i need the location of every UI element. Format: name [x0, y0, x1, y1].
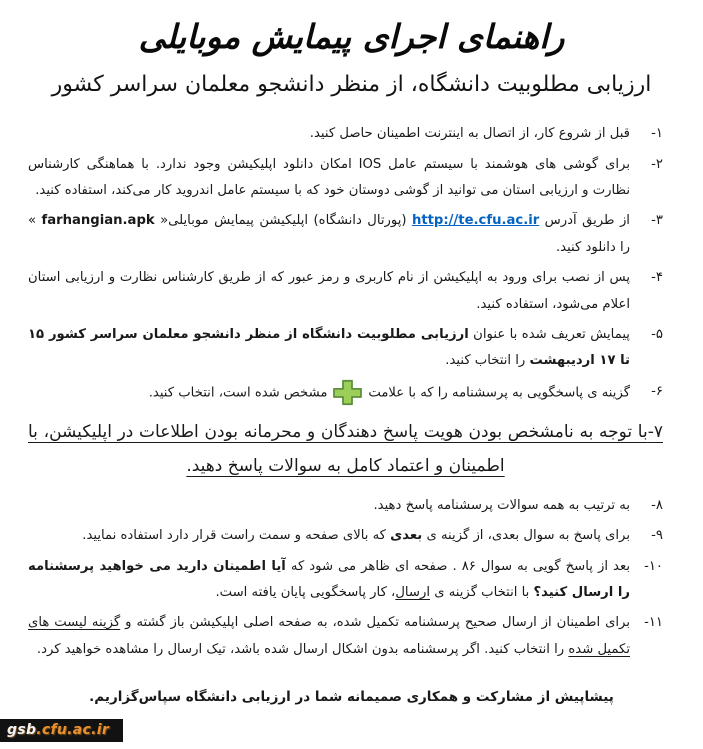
text-segment: ، کار پاسخگویی پایان یافته است. [215, 584, 396, 600]
green-plus-icon [332, 379, 363, 406]
text-segment: بعدی [390, 528, 423, 544]
item-text [28, 265, 630, 318]
instruction-item-6 [28, 379, 663, 407]
item-text [149, 379, 630, 407]
watermark-domain: .cfu.ac.ir [36, 722, 110, 738]
text-segment: را انتخاب کنید. اگر پرسشنامه بدون اشکال ارسال شده باشد، تیک ارسال را مشاهده خواهید کرد. [36, 641, 569, 657]
text-segment: بعد از پاسخ گویی به سوال ۸۶ . صفحه ای ظاهر می شود که [285, 558, 630, 574]
watermark-prefix: gsb [7, 722, 37, 738]
instruction-item-11 [28, 610, 663, 663]
text-segment: با انتخاب گزینه ی [430, 584, 534, 600]
item-text [310, 121, 630, 147]
item-number: ۵- [651, 327, 663, 343]
text-segment: برای پاسخ به سوال بعدی، از گزینه ی [422, 528, 630, 544]
item-number: ۹- [651, 528, 663, 544]
text-segment: گزینه ی پاسخگویی به پرسشنامه را که با علامت [368, 385, 630, 401]
item-text [82, 523, 630, 549]
item-number: ۶- [651, 383, 663, 399]
portal-link[interactable]: http://te.cfu.ac.ir [411, 213, 540, 229]
site-watermark [0, 719, 123, 742]
instruction-item-3 [28, 208, 663, 261]
text-segment: (پورتال دانشگاه) اپلیکیشن پیمایش موبایلی« [154, 213, 412, 229]
page-subtitle: ارزیابی مطلوبیت دانشگاه، از منظر دانشجو معلمان سراسر کشور [51, 72, 652, 98]
item-text [373, 493, 630, 519]
text-segment: farhangian.apk [41, 213, 155, 229]
instruction-item-7 [28, 415, 663, 483]
instruction-item-1 [28, 121, 663, 147]
text-segment: آیا اطمینان دارید می خواهید پرسشنامه را ارسال کنید؟ [28, 558, 630, 600]
item-number: ۴- [651, 270, 663, 286]
item-text [28, 610, 630, 663]
text-segment: برای اطمینان از ارسال صحیح پرسشنامه تکمیل شده، به صفحه اصلی اپلیکیشن باز گشته و [120, 615, 630, 631]
item-number: ۲- [651, 156, 663, 172]
text-segment: » را دانلود کنید. [28, 213, 630, 255]
text-segment: مشخص شده است، انتخاب کنید. [148, 385, 328, 401]
item-text [28, 422, 648, 476]
closing-note: پیشاپیش از مشارکت و همکاری صمیمانه شما در ارزیابی دانشگاه سپاس‌گزاریم. [89, 689, 614, 706]
instruction-item-9 [28, 523, 663, 549]
item-text [28, 208, 630, 261]
text-segment: پیمایش تعریف شده با عنوان [468, 327, 630, 343]
text-segment: برای گوشی های هوشمند با سیستم عامل IOS امکان دانلود اپلیکیشن وجود ندارد. با هماهنگی کارشناس نظارت و ارزیابی استان می توانید از گوشی دوستان خود که با سیستم عامل اندروید کار می‌کند، استفاده کنید. [28, 156, 630, 198]
text-segment: ارسال [395, 584, 430, 600]
page-title: راهنمای اجرای پیمایش موبایلی [138, 17, 565, 56]
item-text [28, 554, 630, 607]
instruction-item-10 [28, 554, 663, 607]
item-number: ۱- [651, 126, 663, 142]
instruction-item-5 [28, 322, 663, 375]
instruction-item-4 [28, 265, 663, 318]
item-number: ۱۰- [644, 558, 663, 574]
text-segment: از طریق آدرس [539, 213, 630, 229]
instruction-item-8 [28, 493, 663, 519]
item-text [28, 322, 630, 375]
text-segment: قبل از شروع کار، از اتصال به اینترنت اطمینان حاصل کنید. [309, 126, 630, 142]
text-segment: که بالای صفحه و سمت راست قرار دارد استفاده نمایید. [82, 528, 391, 544]
text-segment: گزینه لیست های تکمیل شده [28, 615, 630, 657]
item-number: ۱۱- [644, 615, 663, 631]
text-segment: پس از نصب برای ورود به اپلیکیشن از نام کاربری و رمز عبور که از طریق کارشناس نظارت و ارزیابی استان اعلام می‌شود، استفاده کنید. [28, 270, 630, 312]
text-segment: به ترتیب به همه سوالات پرسشنامه پاسخ دهید. [373, 497, 630, 513]
instruction-list [28, 121, 663, 663]
text-segment: با توجه به نامشخص بودن هویت پاسخ دهندگان و محرمانه بودن اطلاعات در اپلیکیشن، با اطمینان و اعتماد کامل به سوالات پاسخ دهید. [28, 421, 648, 476]
item-number: ۷- [647, 421, 663, 442]
text-segment: را انتخاب کنید. [445, 353, 530, 369]
item-number: ۳- [651, 213, 663, 229]
instruction-item-2 [28, 152, 663, 205]
item-text [28, 152, 630, 205]
item-number: ۸- [651, 497, 663, 513]
text-segment: ارزیابی مطلوبیت دانشگاه از منظر دانشجو معلمان سراسر کشور ۱۵ تا ۱۷ اردیبهشت [28, 327, 630, 369]
